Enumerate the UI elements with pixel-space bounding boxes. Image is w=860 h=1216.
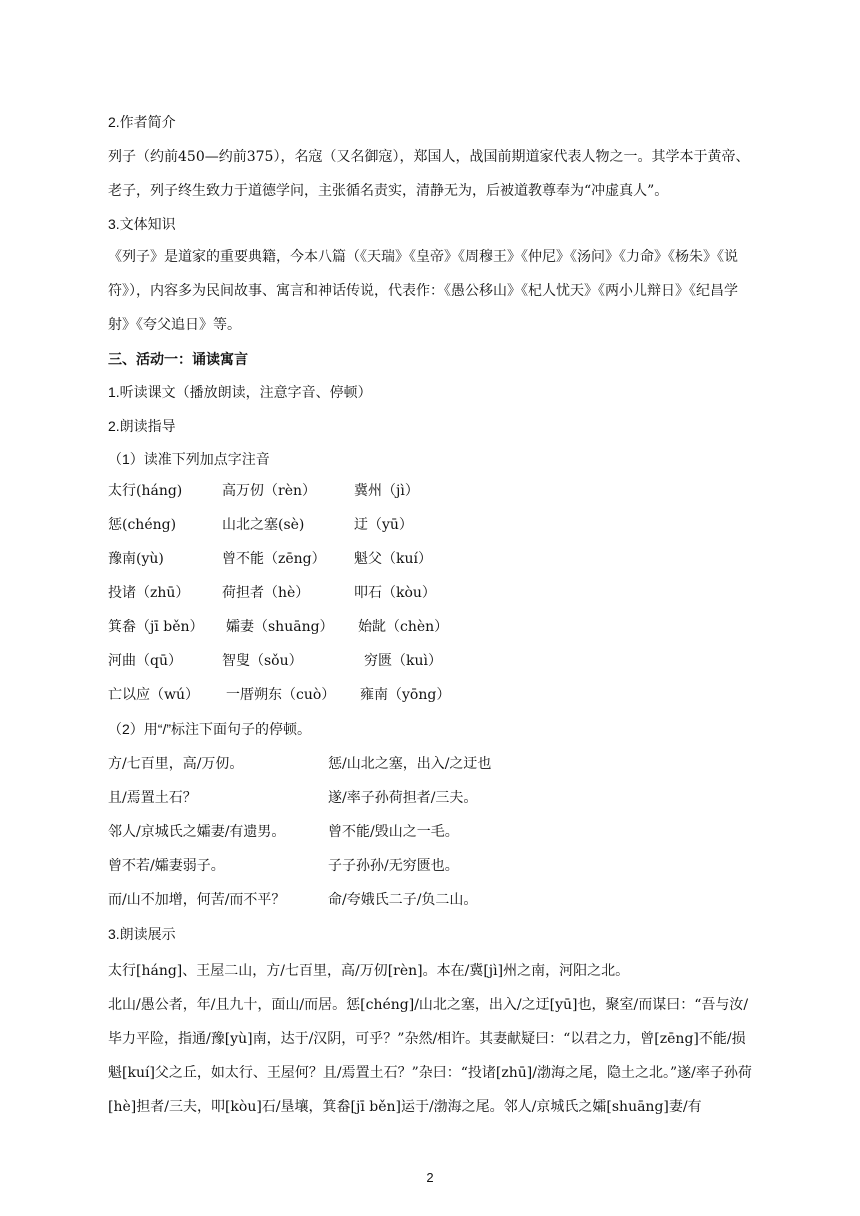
pinyin-item: 山北之塞(sè) — [222, 517, 305, 533]
pause-sentence: 遂/率子孙荷担者/三夫。 — [328, 790, 478, 806]
show-paragraph-1: 太行[háng]、王屋二山，方/七百里，高/万仞[rèn]。本在/冀[jì]州之南，河阳之北。 — [108, 963, 630, 979]
pinyin-item: 叩石（kòu） — [354, 585, 436, 601]
guide-heading: 2.朗读指导 — [108, 418, 176, 434]
pause-sentence: 曾不能/毁山之一毛。 — [328, 824, 459, 840]
pinyin-item: 荷担者（hè） — [222, 585, 310, 601]
listen-instruction: 1.听读课文（播放朗读，注意字音、停顿） — [108, 384, 372, 400]
pinyin-item: 冀州（jì） — [354, 483, 419, 499]
genre-heading: 3.文体知识 — [108, 216, 176, 232]
pinyin-item: 曾不能（zēng） — [222, 551, 326, 567]
pause-sentence: 而/山不加增，何苦/而不平？ — [108, 892, 286, 908]
pinyin-item: 亡以应（wú） — [108, 687, 199, 703]
pinyin-item: 穷匮（kuì） — [364, 653, 442, 669]
pinyin-item: 迂（yū） — [354, 517, 413, 533]
pinyin-item: 始龀（chèn） — [358, 619, 449, 635]
pinyin-item: 惩(chéng) — [108, 517, 177, 533]
pause-sentence: 命/夸娥氏二子/负二山。 — [328, 892, 478, 908]
pause-sentence: 方/七百里，高/万仞。 — [108, 756, 244, 772]
pinyin-item: 河曲（qū） — [108, 653, 182, 669]
pinyin-item: 太行(háng) — [108, 483, 183, 499]
pinyin-item: 孀妻（shuāng） — [226, 619, 334, 635]
pause-heading: （2）用“/”标注下面句子的停顿。 — [108, 721, 311, 737]
pinyin-item: 箕畚（jī běn） — [108, 619, 204, 635]
pause-sentence: 且/焉置土石？ — [108, 790, 197, 806]
pause-sentence: 曾不若/孀妻弱子。 — [108, 858, 225, 874]
show-heading: 3.朗读展示 — [108, 926, 176, 942]
pinyin-item: 智叟（sǒu） — [222, 653, 303, 669]
pinyin-item: 高万仞（rèn） — [222, 483, 316, 499]
author-heading: 2.作者简介 — [108, 114, 176, 130]
pinyin-item: 雍南（yōng） — [360, 687, 451, 703]
activity-heading: 三、活动一：诵读寓言 — [108, 352, 248, 368]
show-paragraph-2: 北山/愚公者，年/且九十，面山/而居。惩[chéng]/山北之塞，出入/之迂[yū]也，聚室/而谋曰：“吾与汝/毕力平险，指通/豫[yù]南，达于/汉阴，可乎？”杂然/相许。其妻献疑曰：“以君之力，曾[zēng]不能/损魁[kuí]父之丘，如太行、王屋何？且/焉置土石？”杂曰：“投诸[zhū]/渤海之尾，隐土之北。”遂/率子孙荷[hè]担者/三夫，叩[kòu]石/垦壤，箕畚[jī běn]运于/渤海之尾。邻人/京城氏之孀[shuāng]妻/有 — [108, 997, 752, 1115]
author-paragraph: 列子（约前450—约前375），名寇（又名御寇），郑国人，战国前期道家代表人物之一。其学本于黄帝、老子，列子终生致力于道德学问，主张循名责实，清静无为，后被道教尊奉为“冲虚真人”。 — [108, 149, 750, 199]
genre-paragraph: 《列子》是道家的重要典籍，今本八篇（《天瑞》《皇帝》《周穆王》《仲尼》《汤问》《力命》《杨朱》《说符》），内容多为民间故事、寓言和神话传说，代表作：《愚公移山》《杞人忧天》《两小儿辩日》《纪昌学射》《夸父追日》等。 — [108, 249, 738, 333]
pinyin-item: 魁父（kuí） — [354, 551, 432, 567]
pinyin-item: 一厝朔东（cuò） — [226, 687, 336, 703]
pause-sentence: 惩/山北之塞，出入/之迂也 — [328, 756, 492, 772]
pause-sentence: 子子孙孙/无穷匮也。 — [328, 858, 459, 874]
pause-sentence: 邻人/京城氏之孀妻/有遗男。 — [108, 824, 286, 840]
pinyin-item: 投诸（zhū） — [108, 585, 190, 601]
pinyin-item: 豫南(yù) — [108, 551, 164, 567]
page-number: 2 — [426, 1170, 434, 1185]
pinyin-heading: （1）读准下列加点字注音 — [108, 451, 270, 467]
